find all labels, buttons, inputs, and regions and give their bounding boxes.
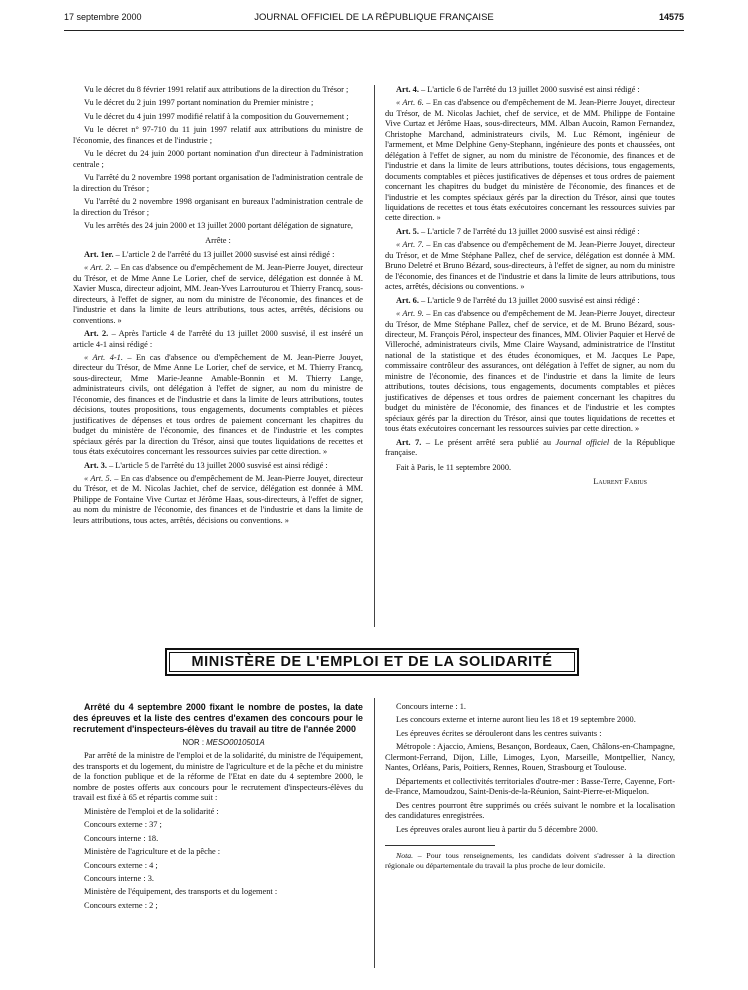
signature: Laurent Fabius (593, 476, 647, 486)
article-4-quote (385, 98, 675, 223)
article-1-quote-text: – En cas d'absence ou d'empêchement de M. Jean-Pierre Jouyet, directeur du Trésor, et de Mme Anne Le Lorier, chef de service, délégation est donnée à M. Xavier Musca, directeur adjoint, MM. Jean-Yves Larrouturou et Thierry Francq, sous-directeurs, à l'effet de signer, au nom du ministre de l'économie, des finances et de l'industrie et dans la limite de leurs attributions, tous actes, arrêtés, décisions ou conventions. » (73, 263, 363, 325)
right-column-top (385, 85, 675, 490)
article-5-quote-label: « Art. 7. (396, 240, 424, 250)
nota-text: – Pour tous renseignements, les candidats doivent s'adresser à la direction régionale ou départementale du travail la plus proche de leur domicile. (385, 850, 675, 870)
centres-intro: Les épreuves écrites se dérouleront dans les centres suivants : (396, 728, 602, 738)
visa-2: Vu le décret du 2 juin 1997 portant nomination du Premier ministre ; (84, 98, 314, 108)
article-3-text: – L'article 5 de l'arrêté du 13 juillet 2000 susvisé est ainsi rédigé : (106, 460, 328, 470)
header-rule (64, 30, 684, 31)
article-2-quote-label: « Art. 4-1. (84, 352, 123, 362)
dates-concours: Les concours externe et interne auront lieu les 18 et 19 septembre 2000. (396, 715, 636, 725)
article-6-text: – L'article 9 de l'arrêté du 13 juillet 2000 susvisé est ainsi rédigé : (418, 295, 640, 305)
concours-interne: Concours interne : 1. (396, 702, 466, 711)
article-1-label: Art. 1er. (84, 249, 114, 259)
centres-metropole: Métropole : Ajaccio, Amiens, Besançon, Bordeaux, Caen, Châlons-en-Champagne, Clermont-Ferrand, Dijon, Lille, Limoges, Lyon, Marseille, Montpellier, Nancy, Nantes, Orléans, Paris, Poitiers, Rennes, Rouen, Strasbourg et Toulouse. (385, 742, 675, 773)
article-2-quote-text: – En cas d'absence ou d'empêchement de M. Jean-Pierre Jouyet, directeur du Trésor, de Mme Anne Le Lorier, chef de service, et M. Thierry Francq, sous-directeur, Mme Marie-Jeanne Amable-Bonnin et M. Thierry Lange, administrateurs civils, ont délégation à l'effet de signer, au nom du ministre de l'économie, des finances et de l'industrie et dans la limite de leurs attributions, toutes décisions, toutes propositions, tous engagements, documents comptables et pièces justificatives de dépenses et tous ordres de paiement concernant les chapitres du budget du ministère de l'économie, des finances et de l'industrie et les comptes spéciaux gérés par la direction du Trésor, ainsi que toutes liquidations de recettes et tous états exécutoires concernant les ressources suivies par cette direction. » (73, 352, 363, 457)
post-line-8: Concours externe : 2 ; (84, 900, 158, 910)
visa-5: Vu le décret du 24 juin 2000 portant nomination d'un directeur à l'administration centrale ; (73, 149, 363, 169)
post-line-2: Concours externe : 37 ; (84, 820, 162, 830)
article-5 (385, 227, 675, 237)
article-3-quote-label: « Art. 5. (84, 473, 112, 483)
left-column-top (73, 85, 363, 529)
visa-8: Vu les arrêtés des 24 juin 2000 et 13 juillet 2000 portant délégation de signature, (84, 220, 353, 230)
arrete-heading: Arrête : (205, 236, 231, 246)
article-4-quote-text: – En cas d'absence ou d'empêchement de M. Jean-Pierre Jouyet, directeur du Trésor, de M. Nicolas Jachiet, chef de service, et de MM. Philippe de Fontaine Vive Curtaz et Jérôme Haas, sous-directeurs, MM. Alban Aucoin, Ramon Fernandez, Christophe Marchand, administrateurs civils, M. Luc Rémont, ingénieur de l'armement, et Mme Delphine Geny-Stephann, ingénieure des ponts et chaussées, ont délégation à l'effet de signer, au nom du ministre de l'économie, des finances et de l'industrie et dans la limite de leurs attributions, toutes décisions, tous engagements, documents comptables et pièces justificatives de dépenses et tous ordres de paiement concernant les chapitres du budget du ministère de l'économie, des finances et de l'industrie et les comptes spéciaux gérés par la direction du Trésor, ainsi que toutes liquidations de recettes et tous états exécutoires concernant les ressources suivies par cette direction. » (385, 98, 675, 223)
ministry-heading-box (165, 648, 579, 676)
fait-a-paris: Fait à Paris, le 11 septembre 2000. (396, 463, 512, 473)
article-2 (73, 329, 363, 350)
post-line-6: Concours interne : 3. (84, 873, 154, 883)
post-line-1: Ministère de l'emploi et de la solidarité : (84, 806, 219, 816)
nota-label: Nota. (396, 850, 414, 860)
ministry-heading: MINISTÈRE DE L'EMPLOI ET DE LA SOLIDARITÉ (191, 654, 553, 670)
header-page-number: 14575 (658, 12, 684, 22)
nor-reference (73, 738, 363, 748)
nota (385, 851, 675, 870)
centres-modification: Des centres pourront être supprimés ou créés suivant le nombre et la localisation des candidatures enregistrées. (385, 800, 675, 821)
epreuves-orales: Les épreuves orales auront lieu à partir du 5 décembre 2000. (396, 824, 598, 834)
article-2-quote (73, 353, 363, 458)
article-6-quote (385, 309, 675, 434)
article-6 (385, 296, 675, 306)
article-5-quote (385, 240, 675, 292)
article-1-text: – L'article 2 de l'arrêté du 13 juillet 2000 susvisé est ainsi rédigé : (113, 249, 335, 259)
visa-1: Vu le décret du 8 février 1991 relatif aux attributions de la direction du Trésor ; (84, 85, 349, 94)
post-line-5: Concours externe : 4 ; (84, 860, 158, 870)
article-3-quote (73, 474, 363, 526)
centres-outre-mer: Départements et collectivités territoriales d'outre-mer : Basse-Terre, Cayenne, Fort-de-France, Mamoudzou, Saint-Denis-de-la-Réunion, Saint-Pierre-et-Miquelon. (385, 776, 675, 797)
visa-4: Vu le décret n° 97-710 du 11 juin 1997 relatif aux attributions du ministre de l'économie, des finances et de l'industrie ; (73, 125, 363, 145)
article-7-text-after: de la République française. (385, 437, 676, 457)
article-5-label: Art. 5. (396, 226, 419, 236)
right-column-bottom (385, 702, 675, 873)
post-line-3: Concours interne : 18. (84, 833, 159, 843)
post-line-7: Ministère de l'équipement, des transports et du logement : (84, 887, 278, 897)
nor-label: NOR : (182, 738, 207, 747)
article-6-quote-text: – En cas d'absence ou d'empêchement de M. Jean-Pierre Jouyet, directeur du Trésor, de Mme Stéphane Pallez, chef de service, et de M. Bruno Bézard, sous-directeur, M. François Pérol, inspecteur des finances, MM. Olivier Paquier et Hervé de Villeroché, administrateurs civils, Mme Claire Waysand, administratrice de l'Institut national de la statistique et des études économiques, et M. Jacques Le Pape, commissaire contrôleur des assurances, ont délégation à l'effet de signer, au nom du ministre de l'économie, des finances et de l'industrie et dans la limite de leurs attributions, toutes décisions, tous engagements, documents comptables et pièces justificatives de dépenses et tous ordres de paiement concernant les chapitres du budget du ministère de l'économie, des finances et de l'industrie et les comptes spéciaux gérés par la direction du Trésor, ainsi que toutes liquidations de recettes et tous états exécutoires concernant les ressources suivies par cette direction. » (385, 309, 675, 434)
article-7 (385, 438, 675, 459)
article-1-quote (73, 263, 363, 326)
article-5-text: – L'article 7 de l'arrêté du 13 juillet 2000 susvisé est ainsi rédigé : (418, 226, 640, 236)
article-7-text-before: – Le présent arrêté sera publié au (421, 437, 556, 447)
decree-title: Arrêté du 4 septembre 2000 fixant le nombre de postes, la date des épreuves et la liste des centres d'examen des concours pour le recrutement d'inspecteurs-élèves du travail au titre de l'année 2000 (73, 702, 363, 734)
article-4-label: Art. 4. (396, 85, 419, 94)
article-3-quote-text: – En cas d'absence ou d'empêchement de M. Jean-Pierre Jouyet, directeur du Trésor, et de M. Nicolas Jachiet, chef de service, délégation est donnée à MM. Philippe de Fontaine Vive Curtaz et Jérôme Haas, sous-directeurs, à l'effet de signer, au nom du ministre de l'économie, des finances et de l'industrie et dans la limite de leurs attributions, tous actes, arrêtés, décisions ou conventions. » (73, 473, 363, 525)
column-separator-bottom (374, 698, 375, 968)
article-1-quote-label: « Art. 2. (84, 263, 112, 273)
article-7-journal: Journal officiel (555, 437, 610, 447)
article-5-quote-text: – En cas d'absence ou d'empêchement de M. Jean-Pierre Jouyet, directeur du Trésor, et de Mme Stéphane Pallez, chef de service, délégation est donnée à MM. Bruno Deletré et Bruno Bézard, sous-directeurs, à l'effet de signer, au nom du ministre de l'économie, des finances et de l'industrie et dans la limite de leurs attributions, tous actes, arrêtés, décisions ou conventions. » (385, 240, 675, 292)
note-rule (385, 845, 495, 846)
header-journal-title: JOURNAL OFFICIEL DE LA RÉPUBLIQUE FRANÇAISE (254, 12, 494, 23)
article-3-label: Art. 3. (84, 460, 107, 470)
article-3 (73, 461, 363, 471)
post-line-4: Ministère de l'agriculture et de la pêche : (84, 847, 221, 857)
nor-code: MESO0010501A (206, 738, 265, 747)
visa-3: Vu le décret du 4 juin 1997 modifié relatif à la composition du Gouvernement ; (84, 111, 349, 121)
article-6-quote-label: « Art. 9. (396, 309, 424, 319)
article-4-quote-label: « Art. 6. (396, 98, 424, 108)
article-1 (73, 250, 363, 260)
visa-6: Vu l'arrêté du 2 novembre 1998 portant organisation de l'administration centrale de la direction du Trésor ; (73, 173, 363, 193)
article-2-label: Art. 2. (84, 329, 109, 339)
article-2-text: – Après l'article 4 de l'arrêté du 13 juillet 2000 susvisé, il est inséré un article 4-1 ainsi rédigé : (73, 329, 363, 349)
visa-7: Vu l'arrêté du 2 novembre 1998 organisant en bureaux l'administration centrale de la direction du Trésor ; (73, 197, 363, 217)
article-4 (385, 85, 675, 95)
header-date: 17 septembre 2000 (64, 12, 142, 22)
page-header (64, 12, 684, 28)
article-4-text: – L'article 6 de l'arrêté du 13 juillet 2000 susvisé est ainsi rédigé : (418, 85, 640, 94)
article-7-label: Art. 7. (396, 437, 422, 447)
column-separator-top (374, 85, 375, 627)
left-column-bottom (73, 702, 363, 914)
article-6-label: Art. 6. (396, 295, 419, 305)
decree-intro: Par arrêté de la ministre de l'emploi et de la solidarité, du ministre de l'équipement, des transports et du logement, du ministre de l'agriculture et de la pêche et du ministre de la fonction publique et de la réforme de l'Etat en date du 4 septembre 2000, le nombre de postes offerts aux concours pour le recrutement d'inspecteurs-élèves du travail est fixé à 65 et répartis comme suit : (73, 751, 363, 803)
